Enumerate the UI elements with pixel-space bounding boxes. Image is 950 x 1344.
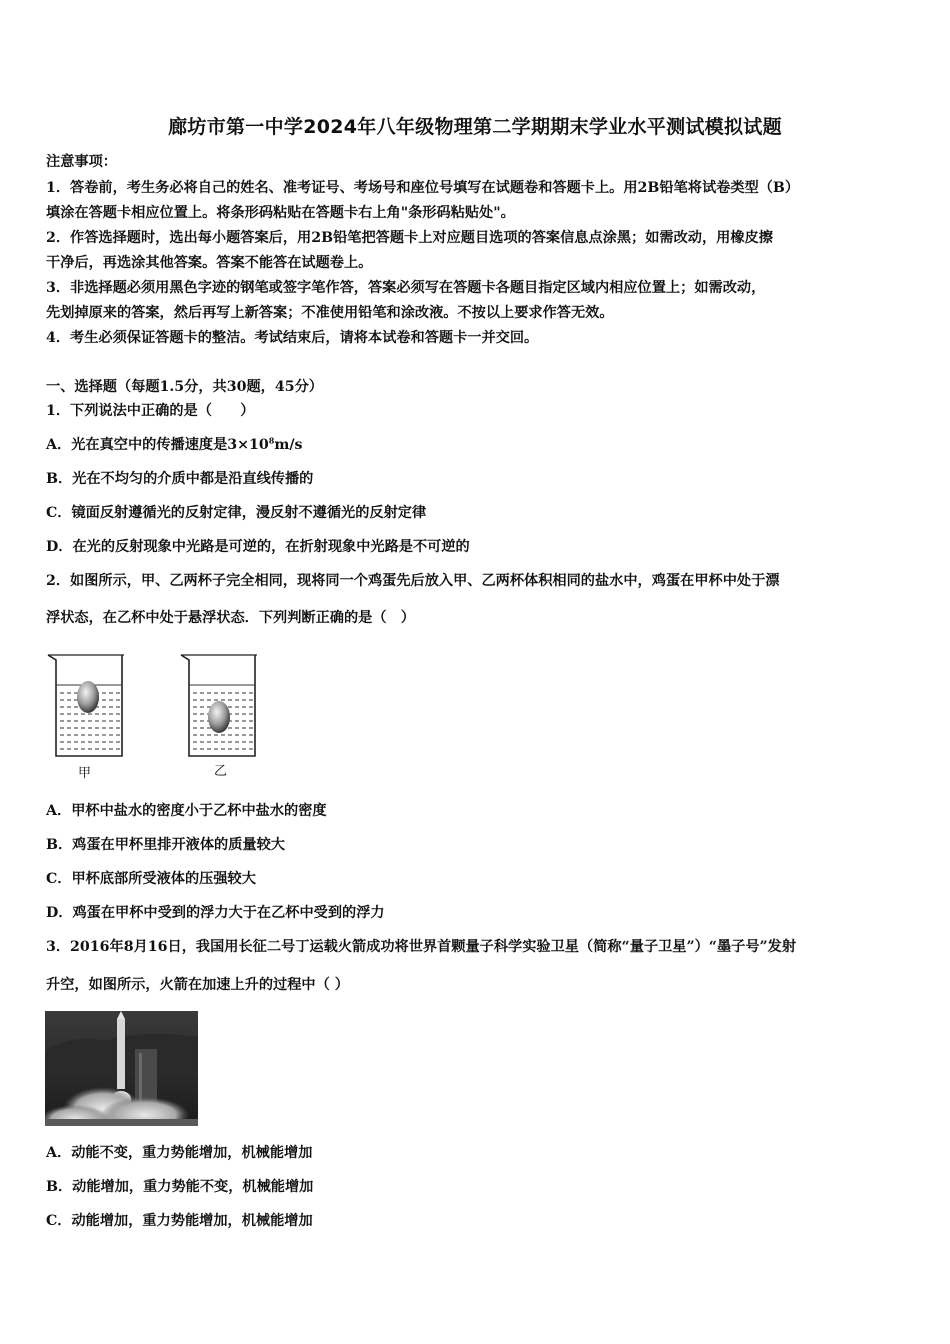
notes-line: 2．作答选择题时，选出每小题答案后，用2B铅笔把答题卡上对应题目选项的答案信息点涂黑；如需改动，用橡皮擦 [46, 230, 773, 246]
question-3-option-b: B．动能增加，重力势能不变，机械能增加 [46, 1179, 314, 1195]
beaker-yi-label: 乙 [214, 764, 228, 779]
question-1-option-b: B．光在不均匀的介质中都是沿直线传播的 [46, 471, 314, 487]
question-3-option-a: A．动能不变，重力势能增加，机械能增加 [46, 1145, 313, 1161]
notes-heading: 注意事项： [46, 154, 117, 170]
notes-line: 填涂在答题卡相应位置上。将条形码粘贴在答题卡右上角"条形码粘贴处"。 [46, 205, 515, 221]
beaker-yi [181, 655, 257, 756]
page-title: 廊坊市第一中学2024年八年级物理第二学期期末学业水平测试模拟试题 [168, 116, 782, 138]
option-a-exponent: 8 [268, 435, 275, 446]
beaker-jia-label: 甲 [78, 766, 92, 781]
question-2-option-a: A．甲杯中盐水的密度小于乙杯中盐水的密度 [46, 803, 327, 819]
question-3-stem-line2: 升空，如图所示，火箭在加速上升的过程中（ ） [46, 977, 349, 993]
rocket-launch-image [45, 1011, 198, 1126]
option-a-unit: m/s [274, 437, 303, 453]
notes-line: 3．非选择题必须用黑色字迹的钢笔或签字笔作答，答案必须写在答题卡各题目指定区域内相应位置上；如需改动， [46, 280, 766, 296]
beaker-jia [48, 655, 124, 756]
egg-floating [77, 681, 99, 713]
question-3-option-c: C．动能增加，重力势能增加，机械能增加 [46, 1213, 313, 1229]
notes-line: 先划掉原来的答案，然后再写上新答案；不准使用铅笔和涂改液。不按以上要求作答无效。 [46, 305, 614, 321]
beakers-figure [44, 650, 274, 780]
question-1-option-d: D．在光的反射现象中光路是可逆的，在折射现象中光路是不可逆的 [46, 539, 470, 555]
option-a-text: A．光在真空中的传播速度是3×10 [46, 437, 269, 453]
beakers-illustration [44, 650, 274, 780]
notes-line: 干净后，再选涂其他答案。答案不能答在试题卷上。 [46, 255, 373, 271]
question-2-stem-line1: 2．如图所示，甲、乙两杯子完全相同，现将同一个鸡蛋先后放入甲、乙两杯体积相同的盐水中，鸡蛋在甲杯中处于漂 [46, 573, 780, 589]
question-2-stem-line2: 浮状态，在乙杯中处于悬浮状态．下列判断正确的是（ ） [46, 610, 415, 626]
notes-line: 1．答卷前，考生务必将自己的姓名、准考证号、考场号和座位号填写在试题卷和答题卡上。用2B铅笔将试卷类型（B） [46, 180, 800, 196]
section-heading: 一、选择题（每题1.5分，共30题，45分） [46, 379, 323, 395]
question-2-option-d: D．鸡蛋在甲杯中受到的浮力大于在乙杯中受到的浮力 [46, 905, 385, 921]
question-2-option-b: B．鸡蛋在甲杯里排开液体的质量较大 [46, 837, 285, 853]
question-2-option-c: C．甲杯底部所受液体的压强较大 [46, 871, 256, 887]
question-3-stem-line1: 3．2016年8月16日，我国用长征二号丁运载火箭成功将世界首颗量子科学实验卫星（简称“量子卫星”）“墨子号”发射 [46, 939, 797, 955]
question-1-option-a [46, 436, 908, 454]
question-1-option-c: C．镜面反射遵循光的反射定律，漫反射不遵循光的反射定律 [46, 505, 427, 521]
rocket-photo [45, 1011, 198, 1126]
egg-suspended [208, 701, 230, 733]
question-1-stem: 1．下列说法中正确的是（ ） [46, 403, 255, 419]
notes-line: 4．考生必须保证答题卡的整洁。考试结束后，请将本试卷和答题卡一并交回。 [46, 330, 539, 346]
